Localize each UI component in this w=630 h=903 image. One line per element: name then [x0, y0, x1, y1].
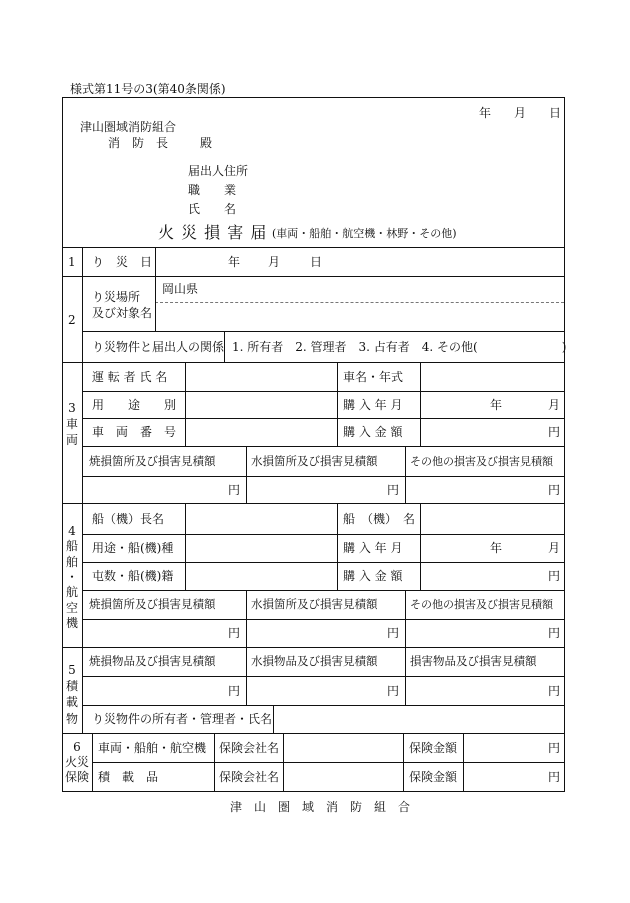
- row2-place-value: 岡山県: [162, 282, 199, 296]
- yen-unit: 円: [548, 626, 561, 640]
- section4-title-char: 舶: [65, 554, 78, 569]
- line: [92, 733, 93, 792]
- burn-items-label: 焼損物品及び損害見積額: [89, 654, 216, 668]
- line: [337, 503, 338, 590]
- form-id: 様式第11号の3(第40条関係): [70, 82, 226, 96]
- section3-title-char: 車: [65, 417, 78, 432]
- burn-damage-label: 焼損箇所及び損害見積額: [89, 597, 216, 611]
- insurance-amount-label: 保険金額: [409, 770, 458, 784]
- section4-title-char: 空: [65, 600, 78, 615]
- line: [62, 362, 565, 363]
- applicant-address-label: 届出人住所: [188, 164, 249, 178]
- plate-label: 車 両 番 号: [92, 425, 177, 439]
- other-damage-label: その他の損害及び損害見積額: [410, 455, 553, 468]
- line: [155, 247, 156, 276]
- section4-title-char: 航: [65, 585, 78, 600]
- purchase-amount-label: 購 入 金 額: [343, 569, 403, 583]
- purchase-year: 年: [490, 398, 503, 412]
- yen-unit: 円: [228, 483, 241, 497]
- line: [405, 446, 406, 503]
- line: [246, 446, 247, 503]
- captain-label: 船（機）長名: [92, 512, 165, 526]
- line: [214, 733, 215, 792]
- purchase-month: 月: [548, 398, 561, 412]
- yen-unit: 円: [387, 684, 400, 698]
- row1-day: 日: [310, 255, 323, 269]
- line: [62, 276, 565, 277]
- row1-month: 月: [268, 255, 281, 269]
- header-month: 月: [514, 106, 527, 120]
- line: [273, 705, 274, 733]
- row2-number: 2: [68, 313, 76, 327]
- line: [185, 362, 186, 446]
- usage-label: 用 途 別: [92, 398, 177, 412]
- line: [155, 302, 564, 303]
- yen-unit: 円: [548, 425, 561, 439]
- yen-unit: 円: [387, 626, 400, 640]
- line: [405, 590, 406, 647]
- ship-name-label: 船 （機） 名: [343, 512, 416, 526]
- purchase-amount-label: 購 入 金 額: [343, 425, 403, 439]
- section3-title-char: 両: [65, 433, 78, 448]
- line: [246, 590, 247, 647]
- driver-label: 運 転 者 氏 名: [92, 370, 168, 384]
- section4-title-char: ・: [65, 570, 78, 585]
- other-damage-label: その他の損害及び損害見積額: [410, 598, 553, 611]
- line: [420, 362, 421, 446]
- row1-number: 1: [68, 255, 76, 269]
- water-damage-label: 水損箇所及び損害見積額: [251, 597, 378, 611]
- section5-title: [62, 662, 82, 727]
- line: [62, 503, 565, 504]
- line: [82, 476, 565, 477]
- section6-title-line: 保険: [64, 770, 89, 784]
- insurance-amount-label: 保険金額: [409, 741, 458, 755]
- vehicle-insurance-label: 車両・船舶・航空機: [98, 741, 207, 755]
- line: [463, 733, 464, 792]
- car-model-label: 車名・年式: [343, 370, 404, 384]
- section6-number: 6: [73, 740, 81, 754]
- row1-year: 年: [228, 255, 241, 269]
- cargo-insurance-label: 積 載 品: [98, 770, 159, 784]
- line: [283, 733, 284, 792]
- tonnage-label: 屯数・船(機)籍: [92, 569, 174, 583]
- section4-number: 4: [68, 524, 76, 538]
- line: [92, 762, 565, 763]
- line: [224, 331, 225, 362]
- form-subtitle: (車両・船舶・航空機・林野・その他): [272, 227, 457, 240]
- yen-unit: 円: [228, 684, 241, 698]
- yen-unit: 円: [387, 483, 400, 497]
- line: [82, 590, 565, 591]
- yen-unit: 円: [548, 770, 561, 784]
- applicant-name-label: 氏 名: [188, 202, 237, 216]
- section5-number: 5: [68, 663, 76, 677]
- insurer-label: 保険会社名: [219, 770, 280, 784]
- section6-title-line: 火災: [64, 755, 89, 769]
- water-items-label: 水損物品及び損害見積額: [251, 654, 378, 668]
- section5-title-char: 積: [65, 679, 78, 694]
- footer-org: 津 山 圏 域 消 防 組 合: [230, 800, 411, 814]
- line: [82, 418, 565, 419]
- header-day: 日: [549, 106, 562, 120]
- usage-type-label: 用途・船(機)種: [92, 541, 174, 555]
- yen-unit: 円: [548, 569, 561, 583]
- recipient-title: 消 防 長: [108, 136, 169, 150]
- section5-title-char: 物: [65, 711, 78, 726]
- line: [82, 534, 565, 535]
- yen-unit: 円: [228, 626, 241, 640]
- header-year: 年: [479, 106, 492, 120]
- line: [82, 247, 83, 733]
- line: [62, 733, 565, 734]
- line: [82, 331, 565, 332]
- row2-relation-options: 1. 所有者 2. 管理者 3. 占有者 4. その他( ): [232, 340, 567, 354]
- purchase-date-label: 購 入 年 月: [343, 541, 403, 555]
- line: [405, 647, 406, 705]
- line: [337, 362, 338, 446]
- line: [82, 676, 565, 677]
- yen-unit: 円: [548, 684, 561, 698]
- damage-items-label: 損害物品及び損害見積額: [410, 654, 537, 668]
- line: [246, 647, 247, 705]
- purchase-month: 月: [548, 541, 561, 555]
- water-damage-label: 水損箇所及び損害見積額: [251, 454, 378, 468]
- row1-label: り 災 日: [92, 255, 153, 269]
- line: [62, 647, 565, 648]
- purchase-year: 年: [490, 541, 503, 555]
- line: [403, 733, 404, 792]
- burn-damage-label: 焼損箇所及び損害見積額: [89, 454, 216, 468]
- owner-label: り災物件の所有者・管理者・氏名: [92, 712, 273, 726]
- section4-title-char: 機: [65, 616, 78, 631]
- insurer-label: 保険会社名: [219, 741, 280, 755]
- line: [82, 705, 565, 706]
- line: [82, 446, 565, 447]
- form-title: 火 災 損 害 届: [158, 223, 268, 242]
- row2-place-label-1: り災場所: [92, 290, 141, 304]
- purchase-date-label: 購 入 年 月: [343, 398, 403, 412]
- line: [82, 619, 565, 620]
- line: [82, 562, 565, 563]
- line: [155, 276, 156, 331]
- section3-title: [62, 400, 82, 449]
- section4-title: [62, 524, 82, 632]
- line: [420, 503, 421, 590]
- section5-title-char: 載: [65, 695, 78, 710]
- yen-unit: 円: [548, 483, 561, 497]
- applicant-occupation-label: 職 業: [188, 183, 237, 197]
- line: [82, 391, 565, 392]
- yen-unit: 円: [548, 741, 561, 755]
- honorific: 殿: [200, 136, 213, 150]
- section4-title-char: 船: [65, 539, 78, 554]
- row2-relation-label: り災物件と届出人の関係: [92, 340, 225, 354]
- form-frame: [62, 97, 565, 792]
- row2-place-label-2: 及び対象名: [92, 306, 153, 320]
- section6-title: [62, 740, 92, 785]
- line: [62, 247, 565, 248]
- section3-number: 3: [68, 401, 76, 415]
- org-name: 津山圏域消防組合: [80, 120, 177, 134]
- line: [185, 503, 186, 590]
